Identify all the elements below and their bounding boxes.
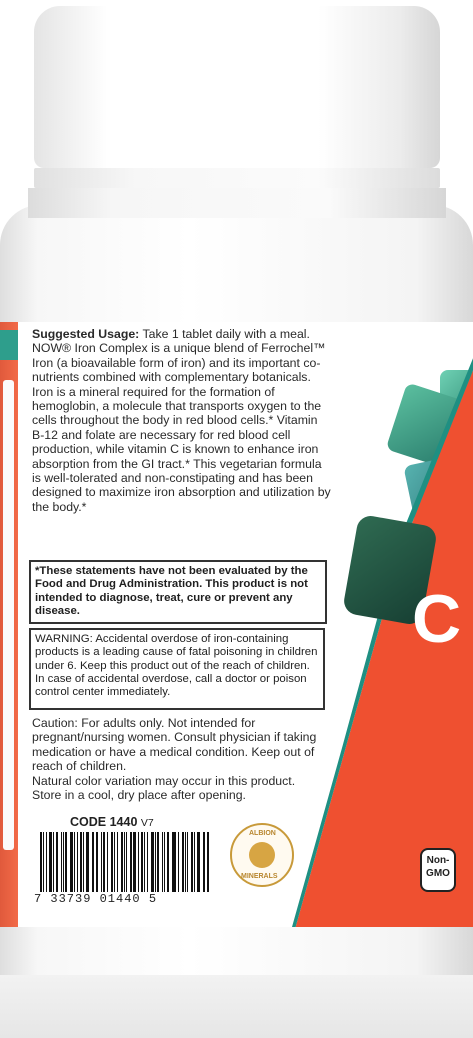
barcode-bar (138, 832, 139, 892)
barcode-bar (56, 832, 58, 892)
barcode-bar (46, 832, 47, 892)
product-code (70, 815, 154, 829)
barcode-bar (151, 832, 154, 892)
bottle-cap (34, 6, 440, 168)
barcode-bar (63, 832, 64, 892)
barcode-bar (173, 832, 176, 892)
albion-emblem (249, 842, 275, 868)
barcode-bar (114, 832, 115, 892)
barcode-bar (93, 832, 94, 892)
barcode-bar (74, 832, 75, 892)
barcode-bar (49, 832, 52, 892)
label-green-edge (0, 330, 18, 360)
barcode-bar (164, 832, 165, 892)
barcode-bar (167, 832, 169, 892)
barcode-bar (107, 832, 108, 892)
barcode-bar (197, 832, 200, 892)
bottle-base (0, 975, 473, 1038)
iron-warning: WARNING: Accidental overdose of iron-containing products is a leading cause of fatal poisoning in children under 6. Keep this product out of the reach of children. In case of accidental overdose, call a doctor or poison control center immediately. (29, 628, 325, 710)
color-variation-note: Natural color variation may occur in this product. (32, 773, 296, 788)
barcode-bar (172, 832, 173, 892)
usage-lead: Take 1 tablet daily with a meal. (139, 327, 310, 341)
fda-disclaimer: *These statements have not been evaluated by the Food and Drug Administration. This product is not intended to diagnose, treat, cure or prevent any disease. (29, 560, 327, 624)
barcode-bar (77, 832, 78, 892)
usage-heading: Suggested Usage: (32, 327, 140, 341)
barcode-bar (157, 832, 159, 892)
code-number: CODE 1440 (70, 815, 138, 829)
albion-minerals-seal (230, 823, 294, 887)
barcode-bar (53, 832, 54, 892)
upc-barcode (40, 832, 212, 892)
barcode-bar (187, 832, 188, 892)
barcode-bar (121, 832, 123, 892)
barcode-bar (80, 832, 82, 892)
barcode-bar (117, 832, 118, 892)
barcode-bar (96, 832, 98, 892)
barcode-bar (126, 832, 127, 892)
barcode-bar (124, 832, 125, 892)
barcode-bar (86, 832, 89, 892)
barcode-bar (133, 832, 136, 892)
storage-note: Store in a cool, dry place after opening. (32, 788, 246, 803)
non-gmo-line1: Non- (426, 855, 450, 866)
code-version: V7 (140, 817, 154, 829)
barcode-bar (141, 832, 143, 892)
barcode-bar (92, 832, 93, 892)
albion-bottom-text: MINERALS (241, 873, 278, 880)
usage-body: NOW® Iron Complex is a unique blend of Ferrochel™ Iron (a bioavailable form of iron) and its important co-nutrients combined with complementary botanicals. Iron is a mineral required for the formation of hemoglobin, a molecule that transports oxygen to the cells throughout the body in red blood cells.* Vitamin B-12 and folate are necessary for red blood cell production, while vitamin C is known to enhance iron absorption from the GI tract.* This vegetarian formula is well-tolerated and non-constipating and has been designed to maximize iron absorption and utilization by the body.* (32, 341, 331, 514)
barcode-bar (43, 832, 44, 892)
barcode-bar (65, 832, 67, 892)
label-white-strip (3, 380, 14, 850)
caution-text: Caution: For adults only. Not intended for pregnant/nursing women. Consult physician if taking medication or have a medical condition. Keep out of reach of children. (32, 716, 317, 774)
barcode-bar (101, 832, 102, 892)
non-gmo-line2: GMO (426, 868, 450, 879)
barcode-bar (40, 832, 42, 892)
barcode-digits: 7 33739 01440 5 (34, 892, 158, 906)
barcode-bar (162, 832, 163, 892)
caution-block (32, 716, 332, 802)
albion-top-text: ALBION (249, 830, 276, 837)
barcode-bar (61, 832, 62, 892)
bottle-neck (28, 188, 446, 218)
barcode-bar (182, 832, 184, 892)
barcode-bar (103, 832, 105, 892)
barcode-bar (207, 832, 209, 892)
non-gmo-badge (420, 848, 456, 892)
barcode-bar (185, 832, 186, 892)
barcode-bar (83, 832, 84, 892)
barcode-bar (147, 832, 148, 892)
barcode-bar (178, 832, 179, 892)
barcode-bar (130, 832, 132, 892)
cap-band (34, 168, 440, 188)
barcode-bar (70, 832, 73, 892)
barcode-bar (155, 832, 156, 892)
barcode-bar (191, 832, 193, 892)
brand-letter: C (412, 581, 460, 657)
barcode-bar (203, 832, 204, 892)
suggested-usage (32, 327, 332, 514)
barcode-bar (194, 832, 195, 892)
barcode-bar (144, 832, 145, 892)
barcode-bar (204, 832, 205, 892)
barcode-bar (111, 832, 114, 892)
